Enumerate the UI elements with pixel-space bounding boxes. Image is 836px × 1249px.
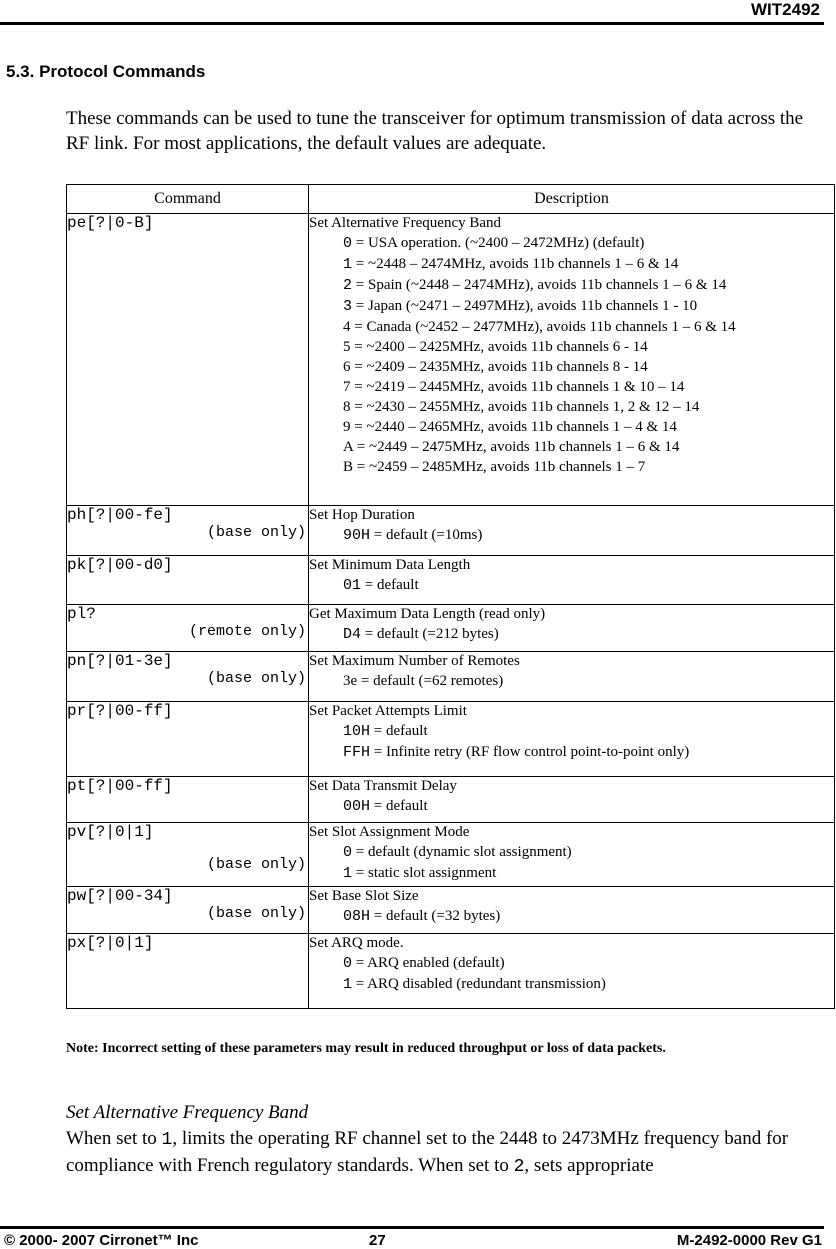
description-title: Set Slot Assignment Mode — [309, 824, 470, 840]
description-title: Set ARQ mode. — [309, 935, 404, 951]
value-code: 0 — [343, 955, 353, 972]
table-row — [67, 702, 835, 777]
command-syntax: pk[?|00-d0] — [67, 556, 173, 574]
description-line — [309, 397, 834, 417]
description-cell — [309, 934, 835, 1009]
subsection-paragraph — [66, 1126, 806, 1180]
description-title: Set Alternative Frequency Band — [309, 215, 502, 231]
inline-code: 2 — [513, 1157, 525, 1177]
command-syntax: pl? — [67, 605, 96, 623]
command-scope-note: (base only) — [206, 905, 306, 922]
value-description: 8 = ~2430 – 2455MHz, avoids 11b channels 1, 2 & 12 – 14 — [343, 399, 700, 415]
description-line — [309, 317, 834, 337]
value-code: 1 — [343, 976, 353, 993]
value-description: = ARQ enabled (default) — [352, 955, 505, 971]
table-row — [67, 556, 835, 605]
value-description: 3e = default (=62 remotes) — [343, 673, 504, 689]
description-line — [309, 254, 834, 275]
description-line — [309, 357, 834, 377]
value-description: 6 = ~2409 – 2435MHz, avoids 11b channels 8 - 14 — [343, 359, 648, 375]
value-description: = USA operation. (~2400 – 2472MHz) (default) — [352, 235, 645, 251]
value-code: 0 — [343, 844, 353, 861]
description-line — [309, 377, 834, 397]
description-line — [309, 863, 834, 884]
description-cell — [309, 556, 835, 605]
command-column-header: Command — [67, 185, 309, 214]
paragraph-text: When set to — [66, 1128, 162, 1149]
description-cell — [309, 702, 835, 777]
value-description: 4 = Canada (~2452 – 2477MHz), avoids 11b channels 1 – 6 & 14 — [343, 319, 736, 335]
description-line — [309, 457, 834, 477]
value-description: = Infinite retry (RF flow control point-to-point only) — [370, 744, 690, 760]
value-code: 08H — [343, 908, 371, 925]
command-syntax: pt[?|00-ff] — [67, 777, 173, 795]
command-syntax: ph[?|00-fe] — [67, 506, 173, 524]
document-id: WIT2492 — [751, 0, 820, 19]
value-description: = default (=212 bytes) — [361, 626, 499, 642]
value-description: 5 = ~2400 – 2425MHz, avoids 11b channels 6 - 14 — [343, 339, 648, 355]
description-title: Get Maximum Data Length (read only) — [309, 606, 546, 622]
description-line — [309, 742, 834, 763]
command-scope-note: (remote only) — [188, 623, 306, 640]
description-column-header: Description — [309, 185, 835, 214]
command-cell — [67, 934, 309, 1009]
description-line — [309, 337, 834, 357]
description-cell — [309, 823, 835, 887]
intro-paragraph: These commands can be used to tune the transceiver for optimum transmission of data across the RF link. For most applications, the default values are adequate. — [66, 108, 804, 154]
table-row — [67, 934, 835, 1009]
command-scope-note: (base only) — [206, 670, 306, 687]
table-row — [67, 605, 835, 652]
description-cell — [309, 214, 835, 506]
description-line — [309, 525, 834, 546]
description-title: Set Base Slot Size — [309, 888, 419, 904]
footer-page-number: 27 — [369, 1232, 386, 1249]
paragraph-text: , limits the operating RF channel set to the 2448 to 2473MHz frequency band for compliance with French regulatory standards. When set to — [66, 1128, 789, 1176]
description-line — [309, 233, 834, 254]
description-title: Set Hop Duration — [309, 507, 415, 523]
description-line — [309, 796, 834, 817]
footer-doc-revision: M-2492-0000 Rev G1 — [676, 1232, 822, 1249]
value-code: D4 — [343, 626, 362, 643]
table-row — [67, 506, 835, 556]
description-cell — [309, 777, 835, 823]
value-description: 9 = ~2440 – 2465MHz, avoids 11b channels 1 – 4 & 14 — [343, 419, 677, 435]
command-cell — [67, 652, 309, 702]
value-code: 1 — [343, 256, 353, 273]
table-header-row — [67, 185, 835, 214]
value-description: = default (=32 bytes) — [370, 908, 501, 924]
command-cell — [67, 214, 309, 506]
footer-rule — [0, 1226, 824, 1229]
inline-code: 1 — [161, 1130, 173, 1150]
description-line — [309, 275, 834, 296]
value-code: 3 — [343, 298, 353, 315]
description-cell — [309, 506, 835, 556]
value-description: = default — [361, 577, 419, 593]
description-line — [309, 953, 834, 974]
description-line — [309, 671, 834, 691]
description-line — [309, 296, 834, 317]
table-note: Note: Incorrect setting of these parameters may result in reduced throughput or loss of data packets. — [66, 1041, 666, 1056]
description-cell — [309, 652, 835, 702]
protocol-commands-table — [66, 184, 835, 1009]
value-description: B = ~2459 – 2485MHz, avoids 11b channels 1 – 7 — [343, 459, 646, 475]
section-title: 5.3. Protocol Commands — [6, 62, 206, 81]
value-code: 1 — [343, 865, 353, 882]
value-code: 10H — [343, 723, 371, 740]
footer-copyright: © 2000- 2007 Cirronet™ Inc — [4, 1232, 199, 1249]
value-description: = default (=10ms) — [370, 527, 483, 543]
description-title: Set Packet Attempts Limit — [309, 703, 467, 719]
value-description: = ARQ disabled (redundant transmission) — [352, 976, 606, 992]
command-cell — [67, 823, 309, 887]
command-scope-note: (base only) — [206, 856, 306, 873]
paragraph-text: , sets appropriate — [524, 1155, 654, 1176]
table-row — [67, 214, 835, 506]
table-row — [67, 652, 835, 702]
table-row — [67, 823, 835, 887]
command-cell — [67, 506, 309, 556]
command-syntax: pw[?|00-34] — [67, 887, 173, 905]
value-code: 90H — [343, 527, 371, 544]
subsection-title: Set Alternative Frequency Band — [66, 1102, 309, 1123]
description-title: Set Data Transmit Delay — [309, 778, 457, 794]
description-line — [309, 974, 834, 995]
value-description: = static slot assignment — [352, 865, 497, 881]
command-syntax: pv[?|0|1] — [67, 823, 154, 841]
value-description: = Japan (~2471 – 2497MHz), avoids 11b channels 1 - 10 — [352, 298, 698, 314]
description-line — [309, 437, 834, 457]
description-cell — [309, 605, 835, 652]
command-syntax: pr[?|00-ff] — [67, 702, 173, 720]
table-row — [67, 887, 835, 934]
value-code: 00H — [343, 798, 371, 815]
description-title: Set Minimum Data Length — [309, 557, 471, 573]
command-scope-note: (base only) — [206, 524, 306, 541]
value-description: = Spain (~2448 – 2474MHz), avoids 11b channels 1 – 6 & 14 — [352, 277, 727, 293]
table-row — [67, 777, 835, 823]
description-line — [309, 575, 834, 596]
command-cell — [67, 777, 309, 823]
value-description: = default — [370, 723, 428, 739]
value-code: 2 — [343, 277, 353, 294]
command-syntax: pe[?|0-B] — [67, 214, 154, 232]
description-line — [309, 842, 834, 863]
command-cell — [67, 556, 309, 605]
value-description: = ~2448 – 2474MHz, avoids 11b channels 1 – 6 & 14 — [352, 256, 679, 272]
value-description: A = ~2449 – 2475MHz, avoids 11b channels 1 – 6 & 14 — [343, 439, 680, 455]
value-code: 0 — [343, 235, 353, 252]
value-description: = default (dynamic slot assignment) — [352, 844, 572, 860]
description-line — [309, 417, 834, 437]
description-line — [309, 906, 834, 927]
command-cell — [67, 702, 309, 777]
command-cell — [67, 887, 309, 934]
value-description: 7 = ~2419 – 2445MHz, avoids 11b channels 1 & 10 – 14 — [343, 379, 685, 395]
value-description: = default — [370, 798, 428, 814]
command-syntax: px[?|0|1] — [67, 934, 154, 952]
description-line — [309, 721, 834, 742]
description-cell — [309, 887, 835, 934]
command-syntax: pn[?|01-3e] — [67, 652, 173, 670]
command-cell — [67, 605, 309, 652]
description-line — [309, 624, 834, 645]
header-rule — [0, 22, 824, 25]
value-code: 01 — [343, 577, 362, 594]
description-title: Set Maximum Number of Remotes — [309, 653, 520, 669]
value-code: FFH — [343, 744, 371, 761]
